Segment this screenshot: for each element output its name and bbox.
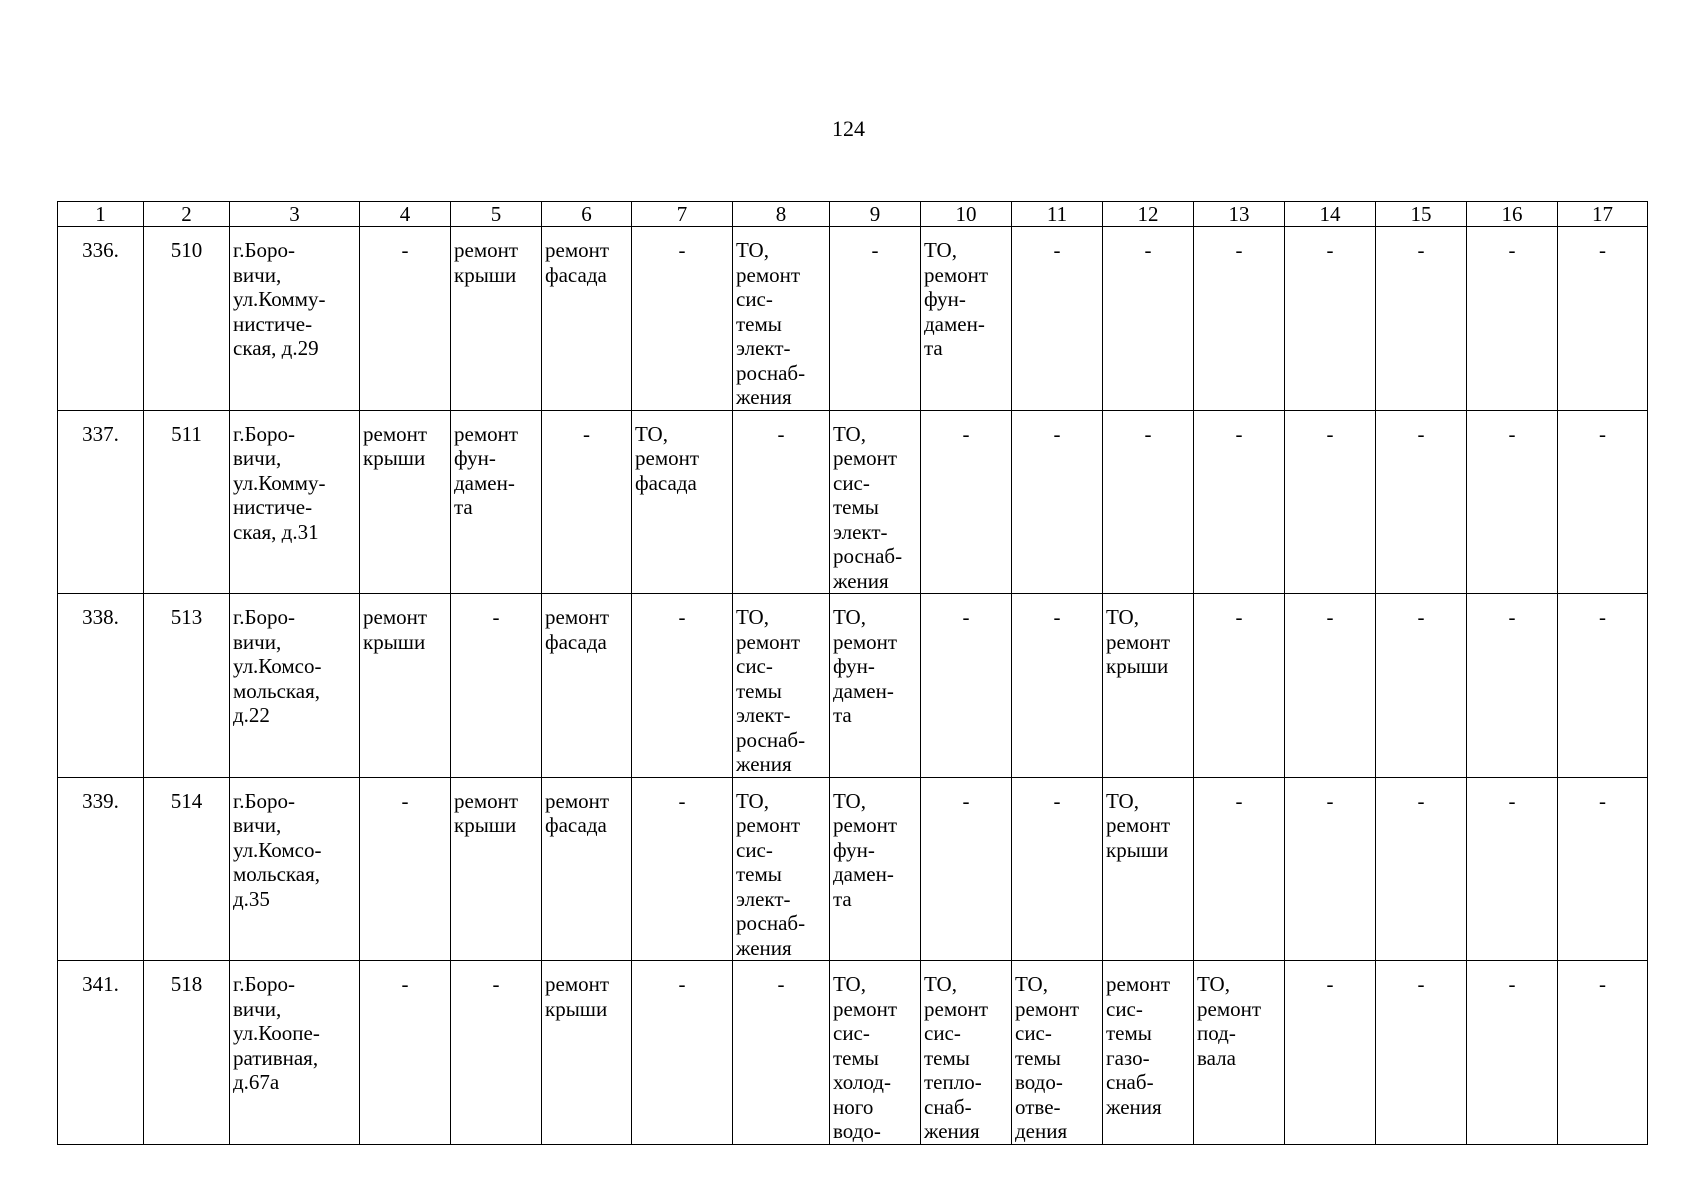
row-number-cell: 338. [58,594,144,778]
object-id-cell: 513 [144,594,230,778]
object-id-cell: 510 [144,227,230,411]
work-cell: - [1558,594,1648,778]
work-cell: ТО, ремонт под- вала [1194,961,1285,1145]
work-cell: - [1012,410,1103,594]
work-cell: - [1012,777,1103,961]
header-cell: 10 [921,202,1012,227]
work-cell: ТО, ремонт фун- дамен- та [830,594,921,778]
address-cell: г.Боро- вичи, ул.Комсо- мольская, д.22 [230,594,360,778]
work-cell: ТО, ремонт крыши [1103,777,1194,961]
work-cell: - [360,227,451,411]
work-cell: ТО, ремонт сис- темы элект- роснаб- жения [830,410,921,594]
work-cell: ТО, ремонт фун- дамен- та [921,227,1012,411]
work-cell: - [1376,410,1467,594]
work-cell: - [1558,777,1648,961]
header-cell: 9 [830,202,921,227]
work-cell: ремонт фун- дамен- та [451,410,542,594]
header-cell: 16 [1467,202,1558,227]
work-cell: - [1467,594,1558,778]
header-cell: 3 [230,202,360,227]
work-cell: ТО, ремонт фасада [632,410,733,594]
address-cell: г.Боро- вичи, ул.Комму- нистиче- ская, д.29 [230,227,360,411]
work-cell: - [1558,227,1648,411]
work-cell: - [632,227,733,411]
object-id-cell: 514 [144,777,230,961]
work-cell: - [451,961,542,1145]
work-cell: - [733,410,830,594]
header-cell: 11 [1012,202,1103,227]
work-cell: ТО, ремонт сис- темы элект- роснаб- жения [733,227,830,411]
table-row [58,594,1648,778]
header-cell: 13 [1194,202,1285,227]
work-cell: ремонт крыши [451,777,542,961]
work-cell: ТО, ремонт фун- дамен- та [830,777,921,961]
header-cell: 12 [1103,202,1194,227]
work-cell: ремонт крыши [451,227,542,411]
work-cell: - [1194,594,1285,778]
address-cell: г.Боро- вичи, ул.Комсо- мольская, д.35 [230,777,360,961]
header-cell: 15 [1376,202,1467,227]
work-cell: ремонт сис- темы газо- снаб- жения [1103,961,1194,1145]
work-cell: - [542,410,632,594]
work-cell: - [360,777,451,961]
work-cell: ТО, ремонт крыши [1103,594,1194,778]
work-cell: - [1285,594,1376,778]
work-cell: - [1376,961,1467,1145]
object-id-cell: 511 [144,410,230,594]
work-cell: ТО, ремонт сис- темы водо- отве- дения [1012,961,1103,1145]
work-cell: - [1012,227,1103,411]
header-cell: 5 [451,202,542,227]
header-cell: 6 [542,202,632,227]
work-cell: ТО, ремонт сис- темы элект- роснаб- жения [733,777,830,961]
work-cell: - [1467,227,1558,411]
work-cell: ТО, ремонт сис- темы тепло- снаб- жения [921,961,1012,1145]
work-cell: - [1467,777,1558,961]
work-cell: - [1103,227,1194,411]
header-cell: 4 [360,202,451,227]
work-cell: - [733,961,830,1145]
header-cell: 14 [1285,202,1376,227]
work-cell: - [632,777,733,961]
table-row [58,410,1648,594]
row-number-cell: 336. [58,227,144,411]
work-cell: - [1194,777,1285,961]
header-cell: 7 [632,202,733,227]
header-cell: 2 [144,202,230,227]
work-cell: - [1376,777,1467,961]
work-cell: ремонт крыши [542,961,632,1145]
work-cell: ремонт фасада [542,777,632,961]
work-cell: - [1558,410,1648,594]
work-cell: - [1285,227,1376,411]
object-id-cell: 518 [144,961,230,1145]
work-cell: - [921,410,1012,594]
repair-schedule-table [57,201,1648,1145]
header-cell: 1 [58,202,144,227]
row-number-cell: 339. [58,777,144,961]
work-cell: - [1558,961,1648,1145]
work-cell: ремонт крыши [360,594,451,778]
work-cell: - [1285,961,1376,1145]
row-number-cell: 341. [58,961,144,1145]
work-cell: ремонт фасада [542,594,632,778]
work-cell: - [921,594,1012,778]
work-cell: - [921,777,1012,961]
work-cell: - [1467,410,1558,594]
table-row [58,961,1648,1145]
work-cell: - [1285,410,1376,594]
row-number-cell: 337. [58,410,144,594]
work-cell: - [1376,594,1467,778]
work-cell: - [451,594,542,778]
column-number-header-row [58,202,1648,227]
work-cell: - [1285,777,1376,961]
header-cell: 8 [733,202,830,227]
work-cell: - [1103,410,1194,594]
work-cell: - [1012,594,1103,778]
address-cell: г.Боро- вичи, ул.Коопе- ративная, д.67а [230,961,360,1145]
work-cell: ремонт фасада [542,227,632,411]
work-cell: - [830,227,921,411]
work-cell: - [1467,961,1558,1145]
work-cell: ремонт крыши [360,410,451,594]
page-number: 124 [832,116,865,141]
work-cell: - [1194,227,1285,411]
header-cell: 17 [1558,202,1648,227]
work-cell: - [1376,227,1467,411]
work-cell: ТО, ремонт сис- темы холод- ного водо- [830,961,921,1145]
work-cell: - [632,594,733,778]
work-cell: ТО, ремонт сис- темы элект- роснаб- жения [733,594,830,778]
work-cell: - [360,961,451,1145]
table-row [58,777,1648,961]
table-row [58,227,1648,411]
work-cell: - [632,961,733,1145]
address-cell: г.Боро- вичи, ул.Комму- нистиче- ская, д.31 [230,410,360,594]
work-cell: - [1194,410,1285,594]
